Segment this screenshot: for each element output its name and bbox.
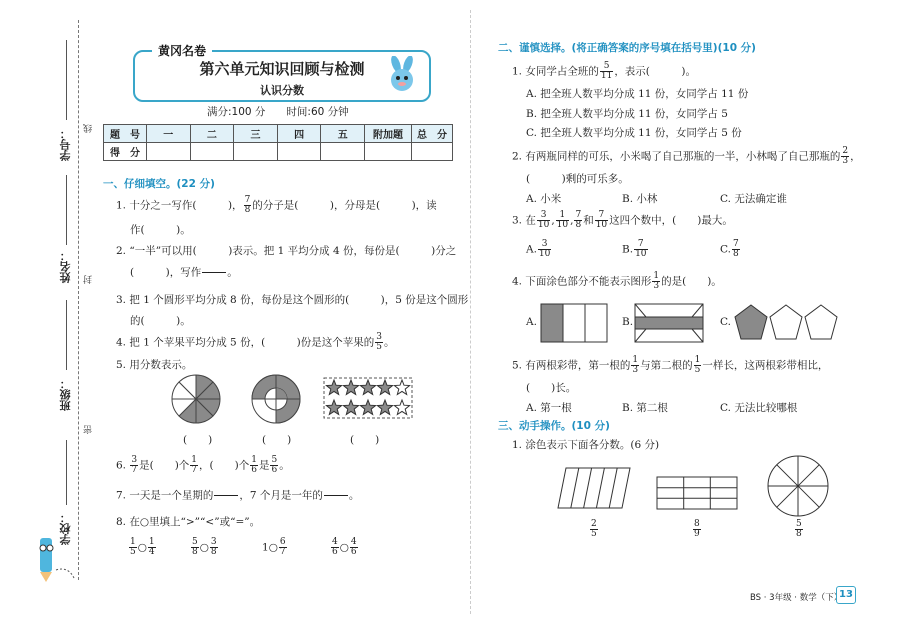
question-3a: 3. 把 1 个圆形平均分成 8 份，每份是这个圆形的( )，5 份是这个圆形 <box>116 294 469 306</box>
s2-q3-option-c[interactable]: C. $\frac{7}{8}$ <box>720 239 739 259</box>
score-cell[interactable] <box>365 143 412 161</box>
score-header-cell: 五 <box>321 125 365 143</box>
class-label: 班级： <box>59 378 72 411</box>
star-icon <box>343 380 358 395</box>
question-8: 8. 在○里填上“>”“<”或“=”。 <box>116 516 261 528</box>
score-header-cell: 四 <box>277 125 321 143</box>
page-subtitle: 认识分数 <box>260 84 304 97</box>
s2-q5-option-b[interactable]: B. 第二根 <box>622 402 668 414</box>
question-5: 5. 用分数表示。 <box>116 359 193 371</box>
score-header-cell: 一 <box>147 125 191 143</box>
q8-item-3[interactable]: 1○ $\frac{6}{7}$ <box>262 537 286 557</box>
mascot-pencil-icon <box>30 530 80 585</box>
s3-parallelogram-figure[interactable] <box>556 466 632 510</box>
question-2b: ( )，写作 。 <box>130 264 238 281</box>
star-icon <box>343 400 358 415</box>
s2-q4-figure-c <box>734 303 839 343</box>
section2-heading: 二、谨慎选择。(将正确答案的序号填在括号里)(10 分) <box>498 42 756 54</box>
score-header-cell: 题 号 <box>104 125 147 143</box>
s2-question-5: 5. 有两根彩带，第一根的 $\frac{1}{3}$ 与第二根的 $\frac{1}{5}$ 一样长，这两根彩带相比， <box>512 355 829 375</box>
s2-question-5b: ( )长。 <box>526 382 577 394</box>
name-label: 姓名： <box>59 250 72 283</box>
school-label: 学校： <box>59 512 72 545</box>
q5-answer-blank-2[interactable]: ( ) <box>262 434 292 446</box>
q5-answer-blank-1[interactable]: ( ) <box>183 434 213 446</box>
s2-question-4: 4. 下面涂色部分不能表示图形 $\frac{1}{3}$ 的是( )。 <box>512 271 722 291</box>
score-header-cell: 总 分 <box>412 125 453 143</box>
s3-circle-figure[interactable] <box>766 454 830 518</box>
cut-mark-3: 密 <box>84 425 94 434</box>
question-4: 4. 把 1 个苹果平均分成 5 份，( )份是这个苹果的 $\frac{3}{5}$ 。 <box>116 332 395 352</box>
s3-frac-3: $\frac{5}{8}$ <box>796 519 802 539</box>
score-header-cell: 三 <box>234 125 278 143</box>
s2-question-3: 3. 在 $\frac{3}{10}$ , $\frac{1}{10}$ , $\frac{7}{8}$ 和 $\frac{7}{10}$ 这四个数中，( )最大。 <box>512 210 733 230</box>
cut-mark-1: 线 <box>84 124 94 133</box>
q8-item-1[interactable]: $\frac{1}{5}$ ○ $\frac{1}{4}$ <box>130 537 155 557</box>
score-cell[interactable] <box>412 143 453 161</box>
star-icon <box>377 400 392 415</box>
score-row-label: 得 分 <box>104 143 147 161</box>
s2-q4-option-c-label[interactable]: C. <box>720 316 731 328</box>
s3-frac-1: $\frac{2}{5}$ <box>591 519 597 539</box>
q5-stars-figure <box>323 377 413 419</box>
rabbit-mascot-icon <box>384 56 420 96</box>
q5-ring-figure <box>250 373 302 425</box>
star-icon <box>377 380 392 395</box>
s2-q4-figure-b <box>634 303 704 343</box>
score-cell[interactable] <box>190 143 234 161</box>
star-icon <box>326 380 341 395</box>
score-cell[interactable] <box>321 143 365 161</box>
score-header-cell: 二 <box>190 125 234 143</box>
s2-q1-option-a[interactable]: A. 把全班人数平均分成 11 份，女同学占 11 份 <box>526 88 749 100</box>
q8-item-2[interactable]: $\frac{5}{8}$ ○ $\frac{3}{8}$ <box>192 537 217 557</box>
s3-question-1: 1. 涂色表示下面各分数。(6 分) <box>512 439 660 451</box>
s3-frac-2: $\frac{8}{9}$ <box>694 519 700 539</box>
score-table <box>103 124 453 161</box>
s2-q3-option-a[interactable]: A. $\frac{3}{10}$ <box>526 239 551 259</box>
section1-heading: 一、仔细填空。(22 分) <box>103 178 215 190</box>
question-6: 6. $\frac{3}{7}$ 是( )个 $\frac{1}{7}$ ，( )个 $\frac{1}{6}$ 是 $\frac{5}{6}$ 。 <box>116 455 290 475</box>
s3-grid-figure[interactable] <box>656 476 738 510</box>
star-icon <box>360 400 375 415</box>
score-cell[interactable] <box>234 143 278 161</box>
s2-q3-option-b[interactable]: B. $\frac{7}{10}$ <box>622 239 647 259</box>
s2-q1-option-b[interactable]: B. 把全班人数平均分成 11 份，女同学占 5 <box>526 108 728 120</box>
star-icon <box>360 380 375 395</box>
id-field[interactable] <box>66 40 67 120</box>
q5-answer-blank-3[interactable]: ( ) <box>350 434 380 446</box>
question-2a: 2. “一半”可以用( )表示。把 1 平均分成 4 份，每份是( )分之 <box>116 245 457 257</box>
page-title: 第六单元知识回顾与检测 <box>199 60 365 78</box>
s2-question-1: 1. 女同学占全班的 $\frac{5}{11}$ ，表示( )。 <box>512 61 697 81</box>
page-divider <box>470 10 471 614</box>
binding-margin <box>0 0 92 624</box>
s2-q2-option-a[interactable]: A. 小米 <box>526 193 562 205</box>
s2-q5-option-a[interactable]: A. 第一根 <box>526 402 572 414</box>
class-field[interactable] <box>66 300 67 370</box>
section3-heading: 三、动手操作。(10 分) <box>498 420 610 432</box>
question-1a: 1. 十分之一写作( )， $\frac{7}{8}$ 的分子是( )，分母是( )，读 <box>116 195 437 215</box>
s2-question-2b: ( )剩的可乐多。 <box>526 173 629 185</box>
s2-question-2: 2. 有两瓶同样的可乐，小米喝了自己那瓶的一半，小林喝了自己那瓶的 $\frac{2}{3}$ ， <box>512 146 861 166</box>
score-cell[interactable] <box>277 143 321 161</box>
question-3b: 的( )。 <box>130 315 191 327</box>
page-number: 13 <box>836 586 856 604</box>
star-icon <box>394 380 409 395</box>
star-icon <box>394 400 409 415</box>
star-icon <box>326 400 341 415</box>
score-header-cell: 附加题 <box>365 125 412 143</box>
name-field[interactable] <box>66 175 67 245</box>
cut-mark-2: 封 <box>84 275 94 284</box>
q8-item-4[interactable]: $\frac{4}{6}$ ○ $\frac{4}{6}$ <box>332 537 357 557</box>
s2-q5-option-c[interactable]: C. 无法比较哪根 <box>720 402 798 414</box>
id-label: 学号： <box>59 128 72 161</box>
s2-q4-option-b-label[interactable]: B. <box>622 316 634 328</box>
q5-circle-pie-figure <box>170 373 222 425</box>
s2-q4-option-a-label[interactable]: A. <box>526 316 537 328</box>
question-1b: 作( )。 <box>130 224 191 236</box>
binding-dashed-line <box>78 20 79 580</box>
question-7: 7. 一天是一个星期的 ，7 个月是一年的 。 <box>116 487 359 504</box>
footer-text: BS · 3年级 · 数学（下） <box>750 593 843 603</box>
school-field[interactable] <box>66 440 67 505</box>
s2-q4-figure-a <box>540 303 608 343</box>
score-time-line: 满分:100 分 时间:60 分钟 <box>207 106 349 118</box>
s2-q2-option-c[interactable]: C. 无法确定谁 <box>720 193 787 205</box>
score-cell[interactable] <box>147 143 191 161</box>
brand-logo: 黄冈名卷 <box>152 42 212 59</box>
s2-q2-option-b[interactable]: B. 小林 <box>622 193 658 205</box>
s2-q1-option-c[interactable]: C. 把全班人数平均分成 11 份，女同学占 5 份 <box>526 127 742 139</box>
